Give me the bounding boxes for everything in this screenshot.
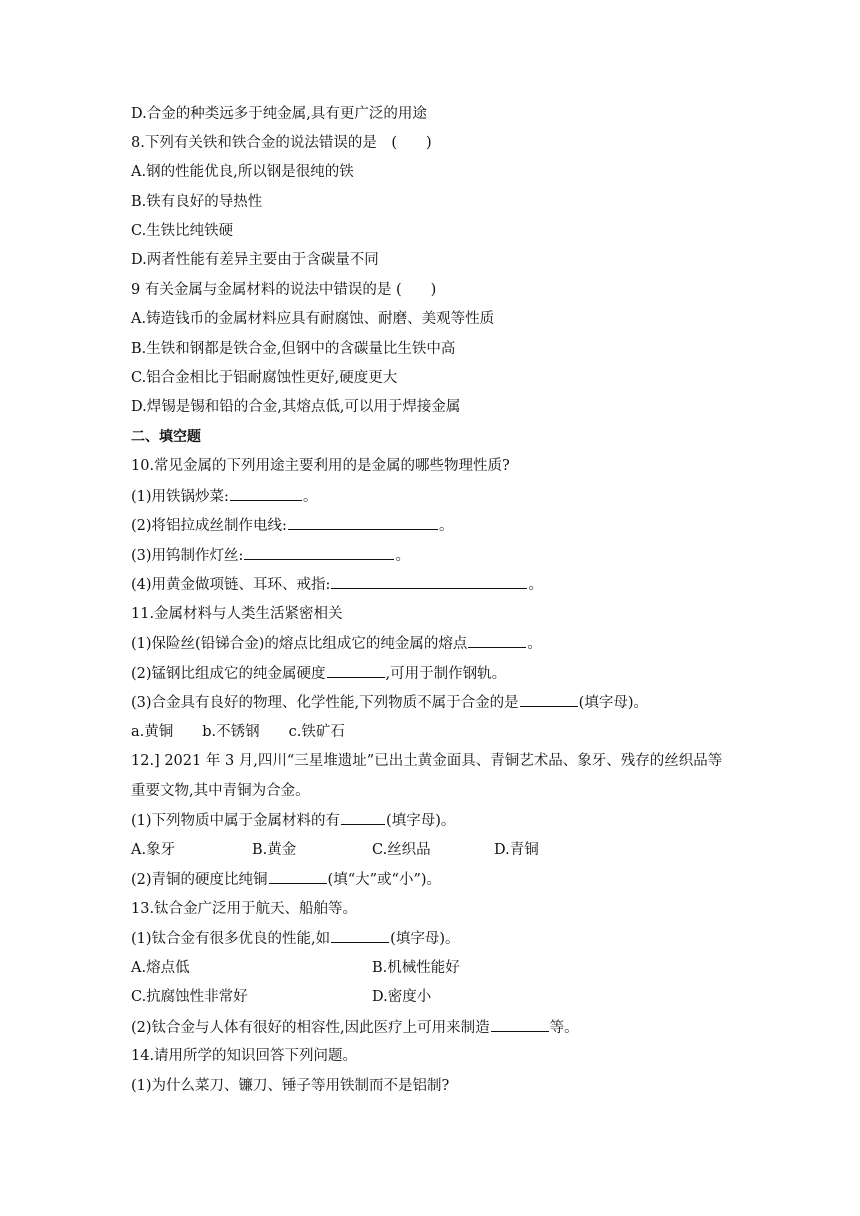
- period: 。: [395, 548, 410, 564]
- q14-part1: (1)为什么菜刀、镰刀、锤子等用铁制而不是铝制?: [131, 1078, 450, 1094]
- q13-part1-tail: (填字母)。: [390, 931, 460, 947]
- q13-part2-text: (2)钛合金与人体有很好的相容性,因此医疗上可用来制造: [131, 1020, 490, 1036]
- q12-option-d: D.青铜: [494, 842, 539, 858]
- q12-part1: [131, 810, 455, 831]
- q7-option-d: D.合金的种类远多于纯金属,具有更广泛的用途: [131, 106, 427, 122]
- q10-part2: [131, 515, 453, 536]
- section-heading: 二、填空题: [131, 429, 201, 445]
- q11-part3-tail: (填字母)。: [578, 695, 648, 711]
- answer-blank: [327, 663, 385, 678]
- q12-part1-text: (1)下列物质中属于金属材料的有: [131, 813, 341, 829]
- q10-part3-text: (3)用钨制作灯丝:: [131, 548, 244, 564]
- q12-part2-text: (2)青铜的硬度比纯铜: [131, 872, 268, 888]
- period: 。: [438, 518, 454, 534]
- q10-part1: [131, 486, 317, 507]
- q10-part4-text: (4)用黄金做项链、耳环、戒指:: [131, 577, 331, 593]
- q13-option-a: A.熔点低: [131, 960, 190, 976]
- q11-part1: [131, 633, 542, 654]
- answer-blank: [520, 692, 578, 707]
- q10-part1-text: (1)用铁锅炒菜:: [131, 489, 229, 505]
- q13-part2: [131, 1017, 579, 1038]
- q12-option-b: B.黄金: [252, 842, 297, 858]
- q9-option-d: D.焊锡是锡和铅的合金,其熔点低,可以用于焊接金属: [131, 399, 461, 415]
- q12-part1-tail: (填字母)。: [386, 813, 456, 829]
- q9-option-c: C.铝合金相比于铝耐腐蚀性更好,硬度更大: [131, 370, 398, 386]
- q12-option-c: C.丝织品: [372, 842, 431, 858]
- q13-part1: [131, 928, 459, 949]
- answer-blank: [269, 869, 327, 884]
- q12-stem: 12.] 2021 年 3 月,四川“三星堆遗址”已出土黄金面具、青铜艺术品、象牙、残存的丝织品等: [131, 753, 723, 769]
- q11-part2-text: (2)锰钢比组成它的纯金属硬度: [131, 666, 326, 682]
- answer-blank: [230, 486, 302, 501]
- q13-option-c: C.抗腐蚀性非常好: [131, 989, 248, 1005]
- q13-option-b: B.机械性能好: [372, 960, 460, 976]
- q11-stem: 11.金属材料与人类生活紧密相关: [131, 606, 343, 622]
- q11-part2-tail: ,可用于制作钢轨。: [385, 666, 507, 682]
- q11-options: a.黄铜 b.不锈钢 c.铁矿石: [131, 724, 345, 740]
- q8-option-d: D.两者性能有差异主要由于含碳量不同: [131, 252, 379, 268]
- answer-blank: [331, 928, 389, 943]
- q10-part2-text: (2)将铝拉成丝制作电线:: [131, 518, 287, 534]
- q8-option-a: A.钢的性能优良,所以钢是很纯的铁: [131, 164, 354, 180]
- period: 。: [302, 489, 318, 505]
- q12-part2: [131, 869, 441, 890]
- q12-part2-tail: (填“大”或“小”)。: [327, 872, 442, 888]
- q14-stem: 14.请用所学的知识回答下列问题。: [131, 1048, 358, 1064]
- answer-blank: [468, 633, 526, 648]
- q11-part3-text: (3)合金具有良好的物理、化学性能,下列物质不属于合金的是: [131, 695, 519, 711]
- q10-part4: [131, 574, 543, 595]
- q11-part2: [131, 663, 506, 684]
- answer-blank: [341, 810, 385, 825]
- q12-stem-cont: 重要文物,其中青铜为合金。: [131, 783, 310, 799]
- q13-stem: 13.钛合金广泛用于航天、船舶等。: [131, 901, 358, 917]
- answer-blank: [491, 1017, 549, 1032]
- q8-stem: 8.下列有关铁和铁合金的说法错误的是 ( ): [131, 135, 432, 151]
- answer-blank: [331, 574, 527, 589]
- q13-part1-text: (1)钛合金有很多优良的性能,如: [131, 931, 331, 947]
- q11-part3: [131, 692, 648, 713]
- q9-option-b: B.生铁和钢都是铁合金,但钢中的含碳量比生铁中高: [131, 341, 456, 357]
- q13-part2-tail: 等。: [549, 1020, 579, 1036]
- q10-stem: 10.常见金属的下列用途主要利用的是金属的哪些物理性质?: [131, 458, 510, 474]
- q9-stem: 9 有关金属与金属材料的说法中错误的是 ( ): [131, 282, 437, 298]
- q8-option-b: B.铁有良好的导热性: [131, 194, 263, 210]
- q13-option-d: D.密度小: [372, 989, 432, 1005]
- q8-option-c: C.生铁比纯铁硬: [131, 223, 234, 239]
- q9-option-a: A.铸造钱币的金属材料应具有耐腐蚀、耐磨、美观等性质: [131, 311, 495, 327]
- q11-part1-text: (1)保险丝(铅锑合金)的熔点比组成它的纯金属的熔点: [131, 636, 468, 652]
- period: 。: [528, 577, 543, 593]
- q10-part3: [131, 545, 410, 566]
- q12-option-a: A.象牙: [131, 842, 176, 858]
- answer-blank: [244, 545, 394, 560]
- period: 。: [527, 636, 542, 652]
- answer-blank: [288, 515, 438, 530]
